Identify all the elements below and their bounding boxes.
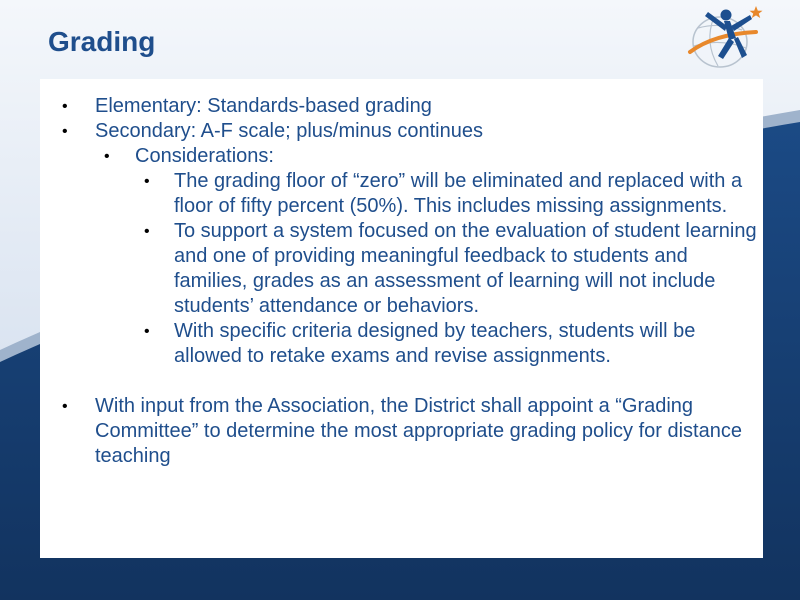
slide-title: Grading — [48, 26, 156, 57]
bullet-considerations: • Considerations: — [40, 144, 763, 169]
bullet-grading-floor: • The grading floor of “zero” will be eliminated and replaced with a floor of fifty percent (50%). This includes missing assignments. — [40, 169, 763, 219]
runner-star-logo-icon — [684, 2, 768, 72]
bullet-support-system: • To support a system focused on the evaluation of student learning and one of providing meaningful feedback to students and families, grades as an assessment of learning will not include students’ attendance or behaviors. — [40, 219, 763, 319]
bullet-elementary: • Elementary: Standards-based grading — [40, 94, 763, 119]
bullet-grading-committee: • With input from the Association, the District shall appoint a “Grading Committee” to determine the most appropriate grading policy for distance teaching — [40, 394, 763, 469]
bullet-list — [40, 94, 763, 469]
bullet-retake-exams: • With specific criteria designed by teachers, students will be allowed to retake exams and revise assignments. — [40, 319, 763, 369]
bullet-spacer — [40, 369, 763, 394]
bullet-secondary: • Secondary: A-F scale; plus/minus continues — [40, 119, 763, 144]
content-panel — [40, 79, 763, 558]
